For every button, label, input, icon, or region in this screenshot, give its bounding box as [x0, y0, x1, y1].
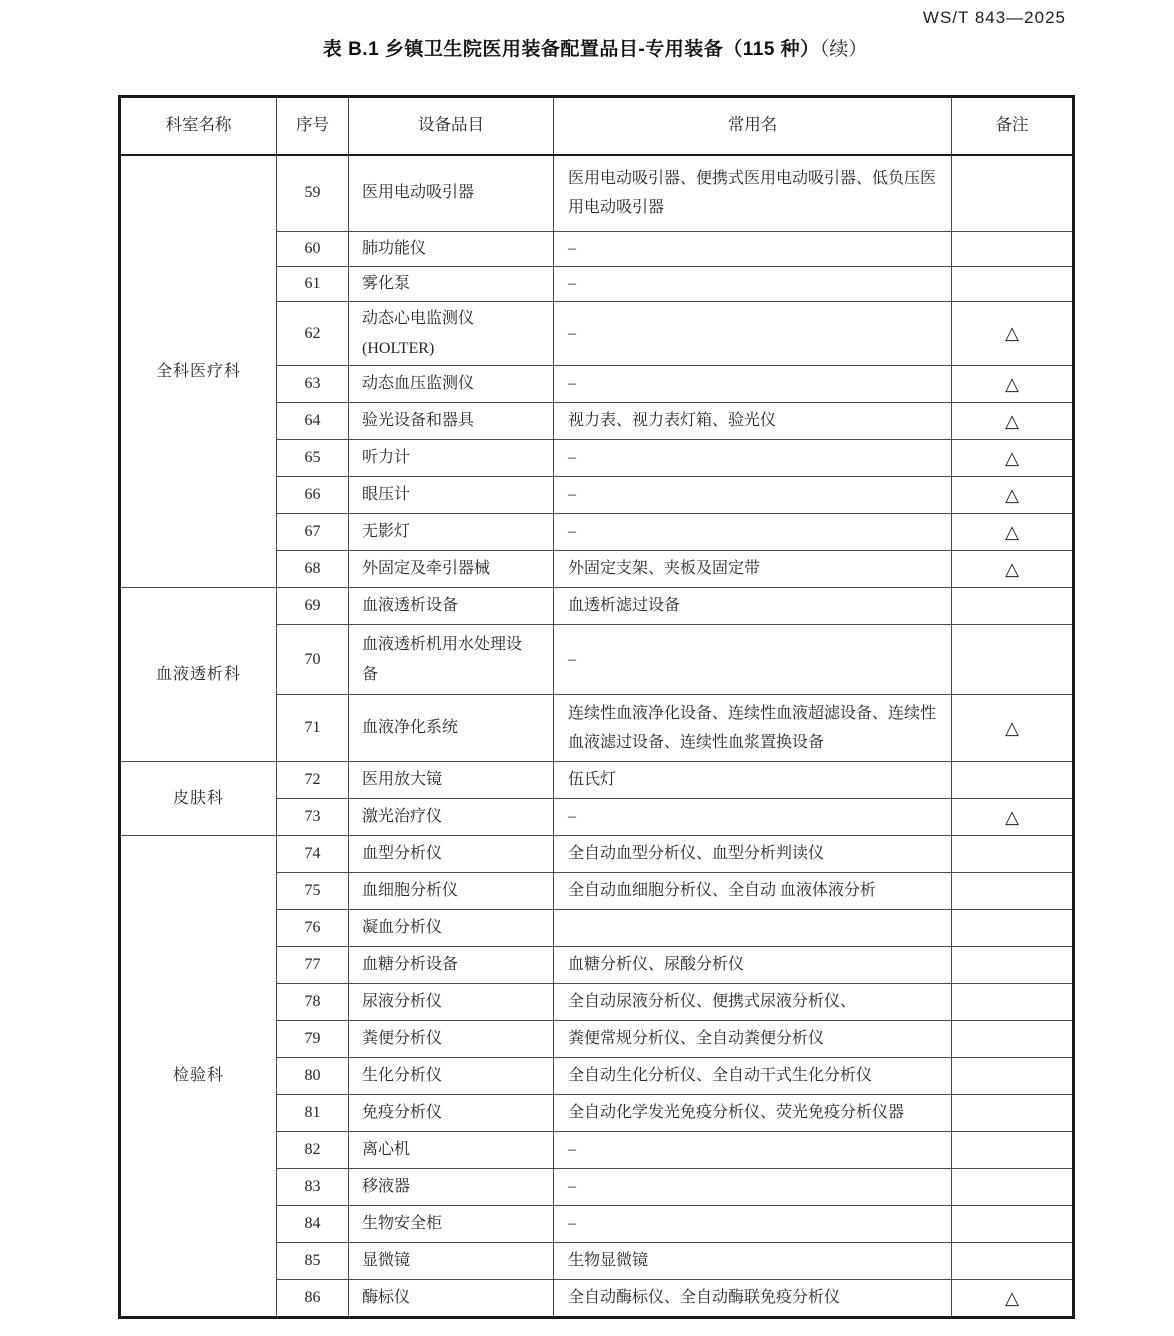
note-triangle-mark: △	[952, 1280, 1074, 1318]
standard-code: WS/T 843—2025	[922, 8, 1066, 27]
row-no: 84	[277, 1206, 349, 1243]
item-name: 血糖分析设备	[349, 947, 554, 984]
common-name: –	[554, 514, 952, 551]
item-name: 外固定及牵引器械	[349, 551, 554, 588]
row-no: 65	[277, 440, 349, 477]
item-name: 酶标仪	[349, 1280, 554, 1318]
item-name: 显微镜	[349, 1243, 554, 1280]
row-no: 74	[277, 836, 349, 873]
department-cell: 皮肤科	[120, 762, 277, 836]
common-name: 医用电动吸引器、便携式医用电动吸引器、低负压医用电动吸引器	[554, 155, 952, 232]
row-no: 76	[277, 910, 349, 947]
common-name: –	[554, 1132, 952, 1169]
item-name: 生物安全柜	[349, 1206, 554, 1243]
note-cell	[952, 267, 1074, 302]
note-cell	[952, 984, 1074, 1021]
row-no: 80	[277, 1058, 349, 1095]
note-triangle-mark: △	[952, 514, 1074, 551]
item-name: 无影灯	[349, 514, 554, 551]
note-cell	[952, 873, 1074, 910]
item-name: 血液净化系统	[349, 695, 554, 762]
common-name: 全自动血细胞分析仪、全自动 血液体液分析	[554, 873, 952, 910]
item-name: 血型分析仪	[349, 836, 554, 873]
row-no: 83	[277, 1169, 349, 1206]
common-name: –	[554, 232, 952, 267]
row-no: 78	[277, 984, 349, 1021]
row-no: 73	[277, 799, 349, 836]
note-triangle-mark: △	[952, 551, 1074, 588]
item-name: 医用电动吸引器	[349, 155, 554, 232]
common-name: –	[554, 1206, 952, 1243]
table-row	[120, 762, 1074, 799]
common-name: 视力表、视力表灯箱、验光仪	[554, 403, 952, 440]
row-no: 72	[277, 762, 349, 799]
common-name: 伍氏灯	[554, 762, 952, 799]
note-triangle-mark: △	[952, 302, 1074, 366]
col-header-no: 序号	[277, 97, 349, 155]
col-header-note: 备注	[952, 97, 1074, 155]
note-triangle-mark: △	[952, 695, 1074, 762]
col-header-item: 设备品目	[349, 97, 554, 155]
item-name: 尿液分析仪	[349, 984, 554, 1021]
common-name: 血透析滤过设备	[554, 588, 952, 625]
row-no: 69	[277, 588, 349, 625]
row-no: 61	[277, 267, 349, 302]
common-name: –	[554, 477, 952, 514]
table-row	[120, 155, 1074, 232]
note-cell	[952, 1095, 1074, 1132]
note-cell	[952, 1058, 1074, 1095]
department-cell: 全科医疗科	[120, 155, 277, 588]
common-name: –	[554, 1169, 952, 1206]
row-no: 62	[277, 302, 349, 366]
col-header-common-name: 常用名	[554, 97, 952, 155]
common-name: 粪便常规分析仪、全自动粪便分析仪	[554, 1021, 952, 1058]
item-name: 医用放大镜	[349, 762, 554, 799]
note-cell	[952, 1132, 1074, 1169]
row-no: 59	[277, 155, 349, 232]
table-row	[120, 836, 1074, 873]
note-cell	[952, 1021, 1074, 1058]
row-no: 63	[277, 366, 349, 403]
row-no: 86	[277, 1280, 349, 1318]
common-name: 连续性血液净化设备、连续性血液超滤设备、连续性血液滤过设备、连续性血浆置换设备	[554, 695, 952, 762]
item-name: 粪便分析仪	[349, 1021, 554, 1058]
common-name: –	[554, 625, 952, 695]
item-name: 激光治疗仪	[349, 799, 554, 836]
common-name	[554, 910, 952, 947]
common-name: 全自动生化分析仪、全自动干式生化分析仪	[554, 1058, 952, 1095]
common-name: 全自动血型分析仪、血型分析判读仪	[554, 836, 952, 873]
common-name: 生物显微镜	[554, 1243, 952, 1280]
item-name: 免疫分析仪	[349, 1095, 554, 1132]
common-name: 全自动化学发光免疫分析仪、荧光免疫分析仪器	[554, 1095, 952, 1132]
row-no: 70	[277, 625, 349, 695]
note-cell	[952, 625, 1074, 695]
row-no: 82	[277, 1132, 349, 1169]
item-name: 验光设备和器具	[349, 403, 554, 440]
row-no: 64	[277, 403, 349, 440]
row-no: 60	[277, 232, 349, 267]
table-title-continuation: （续）	[819, 39, 868, 60]
table-row	[120, 588, 1074, 625]
item-name: 眼压计	[349, 477, 554, 514]
department-cell: 检验科	[120, 836, 277, 1318]
item-name: 动态血压监测仪	[349, 366, 554, 403]
row-no: 79	[277, 1021, 349, 1058]
note-cell	[952, 836, 1074, 873]
row-no: 71	[277, 695, 349, 762]
common-name: 全自动酶标仪、全自动酶联免疫分析仪	[554, 1280, 952, 1318]
note-cell	[952, 1169, 1074, 1206]
common-name: –	[554, 799, 952, 836]
note-cell	[952, 947, 1074, 984]
item-name: 生化分析仪	[349, 1058, 554, 1095]
common-name: 外固定支架、夹板及固定带	[554, 551, 952, 588]
note-cell	[952, 910, 1074, 947]
row-no: 85	[277, 1243, 349, 1280]
note-cell	[952, 155, 1074, 232]
row-no: 81	[277, 1095, 349, 1132]
row-no: 66	[277, 477, 349, 514]
row-no: 67	[277, 514, 349, 551]
note-cell	[952, 1243, 1074, 1280]
table-title-main: 表 B.1 乡镇卫生院医用装备配置品目-专用装备（115 种）	[322, 39, 820, 60]
item-name: 雾化泵	[349, 267, 554, 302]
common-name: –	[554, 440, 952, 477]
note-cell	[952, 588, 1074, 625]
row-no: 75	[277, 873, 349, 910]
common-name: 血糖分析仪、尿酸分析仪	[554, 947, 952, 984]
note-cell	[952, 232, 1074, 267]
common-name: 全自动尿液分析仪、便携式尿液分析仪、	[554, 984, 952, 1021]
common-name: –	[554, 302, 952, 366]
item-name: 凝血分析仪	[349, 910, 554, 947]
item-name: 动态心电监测仪(HOLTER)	[349, 302, 554, 366]
common-name: –	[554, 267, 952, 302]
item-name: 肺功能仪	[349, 232, 554, 267]
note-triangle-mark: △	[952, 477, 1074, 514]
note-triangle-mark: △	[952, 440, 1074, 477]
row-no: 77	[277, 947, 349, 984]
table-title	[118, 34, 1072, 61]
note-triangle-mark: △	[952, 403, 1074, 440]
item-name: 离心机	[349, 1132, 554, 1169]
row-no: 68	[277, 551, 349, 588]
col-header-department: 科室名称	[120, 97, 277, 155]
note-triangle-mark: △	[952, 799, 1074, 836]
note-cell	[952, 762, 1074, 799]
item-name: 血液透析机用水处理设备	[349, 625, 554, 695]
item-name: 移液器	[349, 1169, 554, 1206]
note-triangle-mark: △	[952, 366, 1074, 403]
table-header-row	[120, 97, 1074, 155]
common-name: –	[554, 366, 952, 403]
item-name: 血细胞分析仪	[349, 873, 554, 910]
department-cell: 血液透析科	[120, 588, 277, 762]
note-cell	[952, 1206, 1074, 1243]
item-name: 听力计	[349, 440, 554, 477]
equipment-table	[118, 95, 1075, 1319]
item-name: 血液透析设备	[349, 588, 554, 625]
